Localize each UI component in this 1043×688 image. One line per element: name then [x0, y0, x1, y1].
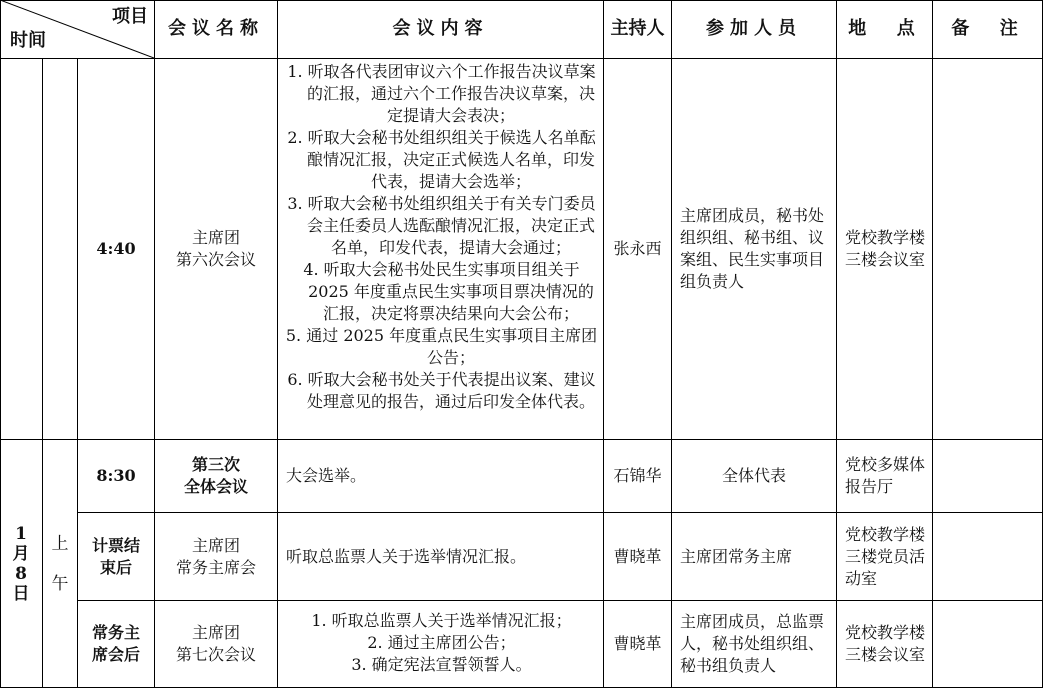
- row1-time: 4:40: [78, 59, 155, 440]
- row2-time: 8:30: [78, 440, 155, 513]
- header-item-label: 项目: [112, 6, 148, 27]
- row3-participants: 主席团常务主席: [672, 513, 837, 601]
- header-notes: 备 注: [933, 0, 1043, 59]
- list-item: 1. 听取各代表团审议六个工作报告决议草案的汇报，通过六个工作报告决议草案，决定提请大会表决；: [287, 62, 596, 125]
- row2-participants: 全体代表: [672, 440, 837, 513]
- header-participants: 参加人员: [672, 0, 837, 59]
- header-time-label: 时间: [10, 30, 46, 51]
- row4-host: 曹晓革: [604, 601, 672, 688]
- day-label: 1月8日: [0, 440, 43, 688]
- header-place: 地 点: [837, 0, 933, 59]
- row2-place: 党校多媒体报告厅: [837, 440, 933, 513]
- list-item: 2. 听取大会秘书处组织组关于候选人名单酝酿情况汇报，决定正式候选人名单，印发代表，提请大会选举；: [287, 128, 596, 191]
- list-item: 6. 听取大会秘书处关于代表提出议案、建议处理意见的报告，通过后印发全体代表。: [287, 370, 596, 411]
- row1-day-empty: [0, 59, 43, 440]
- row3-time: 计票结 束后: [78, 513, 155, 601]
- row2-meeting-name: 第三次 全体会议: [155, 440, 278, 513]
- row4-time: 常务主 席会后: [78, 601, 155, 688]
- header-meeting-content: 会议内容: [278, 0, 604, 59]
- list-item: 4. 听取大会秘书处民生实事项目组关于2025 年度重点民生实事项目票决情况的汇报，决定将票决结果向大会公布；: [303, 260, 594, 323]
- row4-content-list: [278, 601, 604, 688]
- row2-content: 大会选举。: [278, 440, 604, 513]
- row1-period-empty: [43, 59, 78, 440]
- row1-participants: 主席团成员，秘书处组织组、秘书组、议案组、民生实事项目组负责人: [672, 59, 837, 440]
- row1-place: 党校教学楼三楼会议室: [837, 59, 933, 440]
- row3-meeting-name: 主席团 常务主席会: [155, 513, 278, 601]
- row3-note: [933, 513, 1043, 601]
- row2-host: 石锦华: [604, 440, 672, 513]
- row3-content: 听取总监票人关于选举情况汇报。: [278, 513, 604, 601]
- row4-place: 党校教学楼三楼会议室: [837, 601, 933, 688]
- row1-content-list: [278, 59, 604, 440]
- list-item: 5. 通过 2025 年度重点民生实事项目主席团公告；: [285, 326, 598, 367]
- list-item: 3. 听取大会秘书处组织组关于有关专门委员会主任委员人选酝酿情况汇报，决定正式名单，印发代表，提请大会通过；: [287, 194, 596, 257]
- row3-place: 党校教学楼三楼党员活动室: [837, 513, 933, 601]
- row2-note: [933, 440, 1043, 513]
- list-item: 1. 听取总监票人关于选举情况汇报；: [311, 611, 572, 630]
- row4-meeting-name: 主席团 第七次会议: [155, 601, 278, 688]
- header-host: 主持人: [604, 0, 672, 59]
- row3-host: 曹晓革: [604, 513, 672, 601]
- header-meeting-name: 会议名称: [155, 0, 278, 59]
- row1-meeting-name: 主席团 第六次会议: [155, 59, 278, 440]
- header-time-item-cell: [0, 0, 155, 59]
- list-item: 3. 确定宪法宣誓领誓人。: [351, 655, 532, 674]
- list-item: 2. 通过主席团公告；: [367, 633, 516, 652]
- row1-note: [933, 59, 1043, 440]
- period-label: 上午: [43, 440, 78, 688]
- row4-note: [933, 601, 1043, 688]
- row1-host: 张永西: [604, 59, 672, 440]
- row4-participants: 主席团成员，总监票人，秘书处组织组、秘书组负责人: [672, 601, 837, 688]
